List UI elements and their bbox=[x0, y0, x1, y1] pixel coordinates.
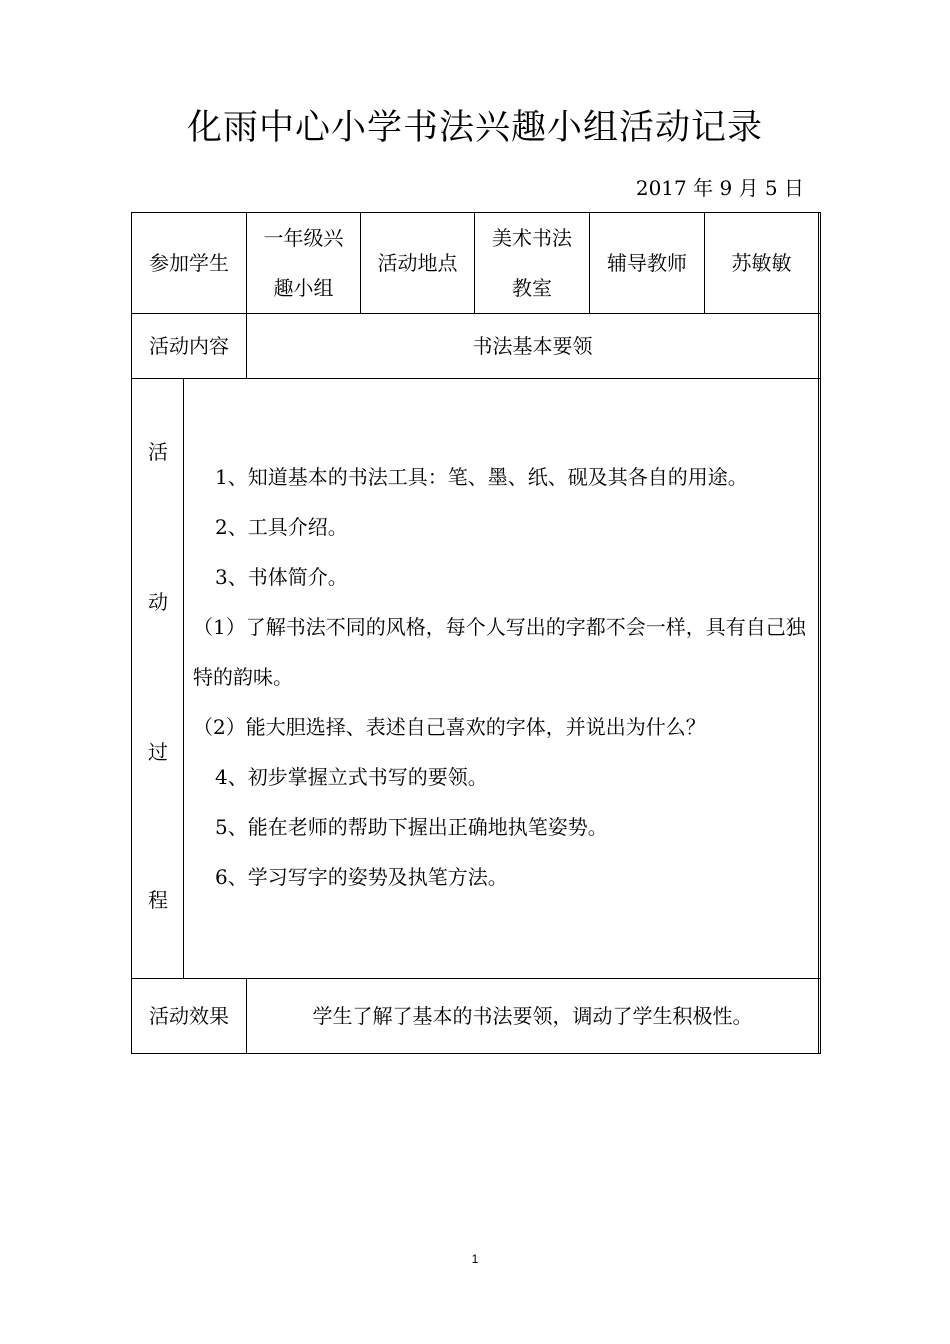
process-item-4: 4、初步掌握立式书写的要领。 bbox=[215, 765, 488, 789]
process-label-char-2: 动 bbox=[148, 590, 168, 614]
content-value: 书法基本要领 bbox=[472, 334, 593, 358]
effect-value: 学生了解了基本的书法要领，调动了学生积极性。 bbox=[312, 1004, 753, 1028]
process-item-3: 3、书体简介。 bbox=[215, 565, 348, 589]
teacher-value: 苏敏敏 bbox=[731, 251, 792, 275]
process-content bbox=[193, 452, 813, 902]
page-number: 1 bbox=[471, 1252, 479, 1266]
process-item-5: 5、能在老师的帮助下握出正确地执笔姿势。 bbox=[215, 815, 608, 839]
record-date: 2017 年 9 月 5 日 bbox=[635, 176, 804, 200]
process-label-char-4: 程 bbox=[148, 888, 168, 912]
document-title: 化雨中心小学书法兴趣小组活动记录 bbox=[186, 108, 763, 148]
process-item-2: 2、工具介绍。 bbox=[215, 515, 348, 539]
location-label: 活动地点 bbox=[377, 251, 458, 275]
process-item-3-2: （2）能大胆选择、表述自己喜欢的字体，并说出为什么？ bbox=[193, 715, 706, 739]
process-label-char-1: 活 bbox=[148, 440, 168, 464]
participants-value bbox=[247, 213, 360, 313]
effect-label: 活动效果 bbox=[149, 1004, 229, 1028]
process-item-1: 1、知道基本的书法工具：笔、墨、纸、砚及其各自的用途。 bbox=[215, 465, 748, 489]
location-value-line-1: 美术书法 bbox=[492, 226, 572, 250]
location-value-line-2: 教室 bbox=[512, 276, 552, 300]
participants-value-line-2: 趣小组 bbox=[273, 276, 334, 300]
teacher-label: 辅导教师 bbox=[607, 251, 687, 275]
content-label: 活动内容 bbox=[149, 334, 229, 358]
participants-value-line-1: 一年级兴 bbox=[263, 226, 344, 250]
location-value bbox=[475, 213, 589, 313]
participants-label: 参加学生 bbox=[149, 251, 229, 275]
process-item-6: 6、学习写字的姿势及执笔方法。 bbox=[215, 865, 508, 889]
process-label-char-3: 过 bbox=[148, 740, 168, 764]
process-item-3-1: （1）了解书法不同的风格，每个人写出的字都不会一样，具有自己独特的韵味。 bbox=[193, 615, 806, 689]
